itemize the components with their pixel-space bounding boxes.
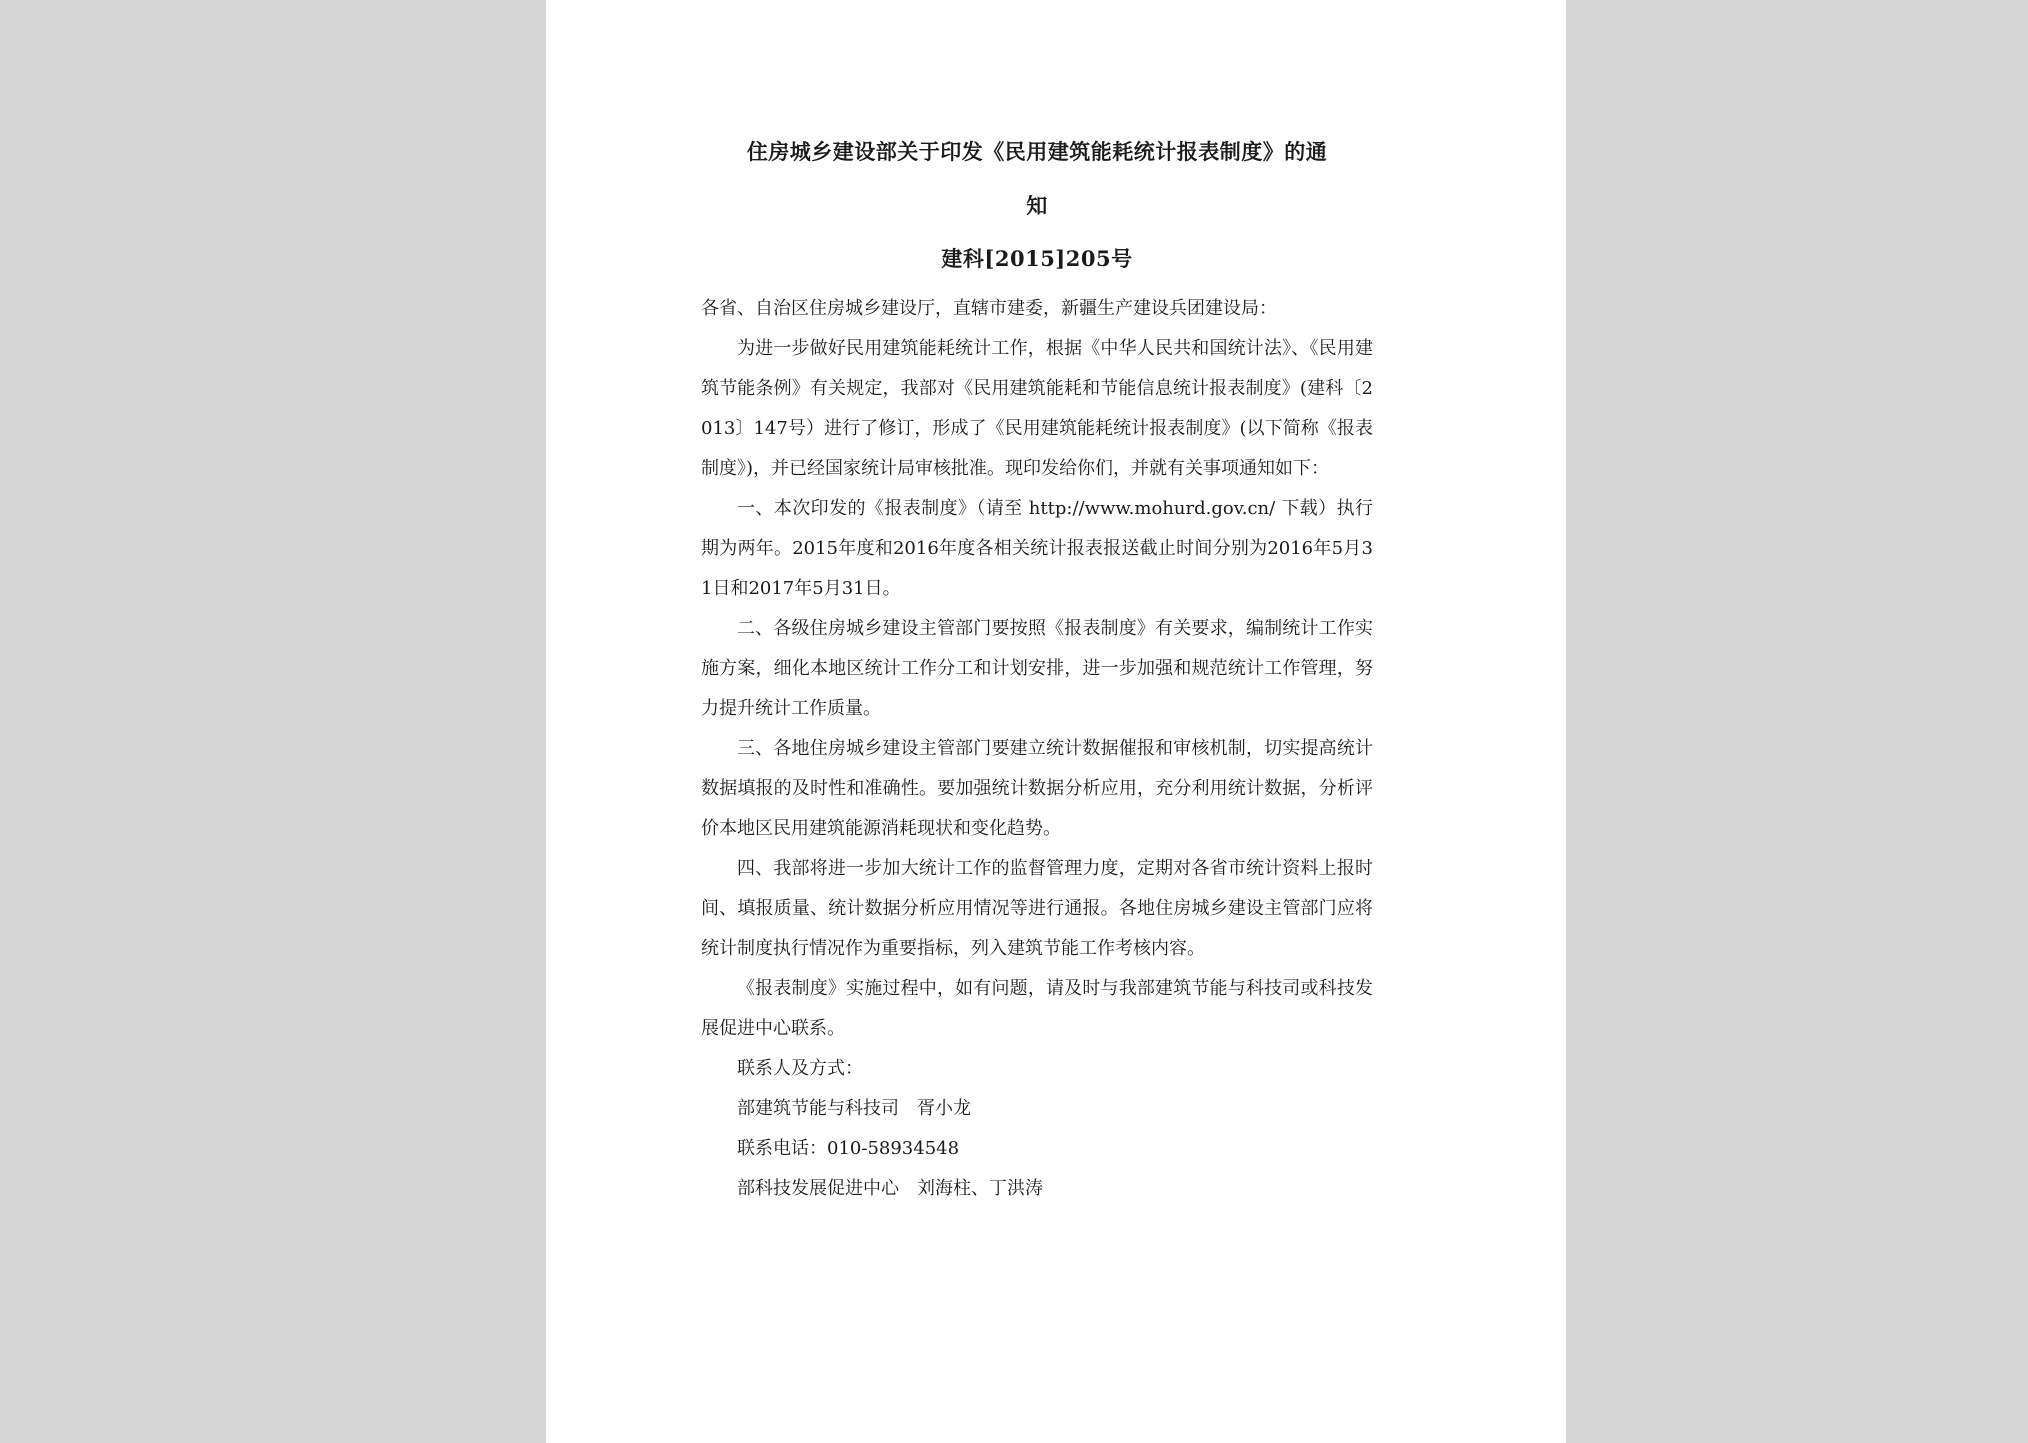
paragraph-item-3: 三、各地住房城乡建设主管部门要建立统计数据催报和审核机制，切实提高统计数据填报的及时性和准确性。要加强统计数据分析应用，充分利用统计数据，分析评价本地区民用建筑能源消耗现状和变化趋势。 [701, 738, 1373, 839]
contact-department: 部建筑节能与科技司 胥小龙 [737, 1098, 971, 1119]
paragraph-intro: 为进一步做好民用建筑能耗统计工作，根据《中华人民共和国统计法》、《民用建筑节能条例》有关规定，我部对《民用建筑能耗和节能信息统计报表制度》(建科〔2013〕147号）进行了修订，形成了《民用建筑能耗统计报表制度》(以下简称《报表制度》)，并已经国家统计局审核批准。现印发给你们，并就有关事项通知如下： [701, 338, 1373, 479]
document-body [701, 289, 1373, 1209]
paragraph-closing: 《报表制度》实施过程中，如有问题，请及时与我部建筑节能与科技司或科技发展促进中心联系。 [701, 978, 1373, 1039]
document-page [546, 0, 1566, 1443]
contact-phone: 联系电话：010-58934548 [737, 1138, 960, 1159]
contact-center: 部科技发展促进中心 刘海柱、丁洪涛 [737, 1178, 1043, 1199]
contact-heading: 联系人及方式： [737, 1058, 863, 1079]
paragraph-item-4: 四、我部将进一步加大统计工作的监督管理力度，定期对各省市统计资料上报时间、填报质量、统计数据分析应用情况等进行通报。各地住房城乡建设主管部门应将统计制度执行情况作为重要指标，列入建筑节能工作考核内容。 [701, 858, 1373, 959]
document-title-line-1: 住房城乡建设部关于印发《民用建筑能耗统计报表制度》的通 [746, 139, 1328, 164]
paragraph-item-1: 一、本次印发的《报表制度》（请至 http://www.mohurd.gov.cn/ 下载）执行期为两年。2015年度和2016年度各相关统计报表报送截止时间分别为2016年5月31日和2017年5月31日。 [701, 498, 1373, 599]
salutation: 各省、自治区住房城乡建设厅，直辖市建委，新疆生产建设兵团建设局： [701, 298, 1277, 319]
paragraph-item-2: 二、各级住房城乡建设主管部门要按照《报表制度》有关要求，编制统计工作实施方案，细化本地区统计工作分工和计划安排，进一步加强和规范统计工作管理，努力提升统计工作质量。 [701, 618, 1373, 719]
document-number: 建科[2015]205号 [941, 246, 1133, 271]
document-title-line-2: 知 [1026, 193, 1048, 218]
